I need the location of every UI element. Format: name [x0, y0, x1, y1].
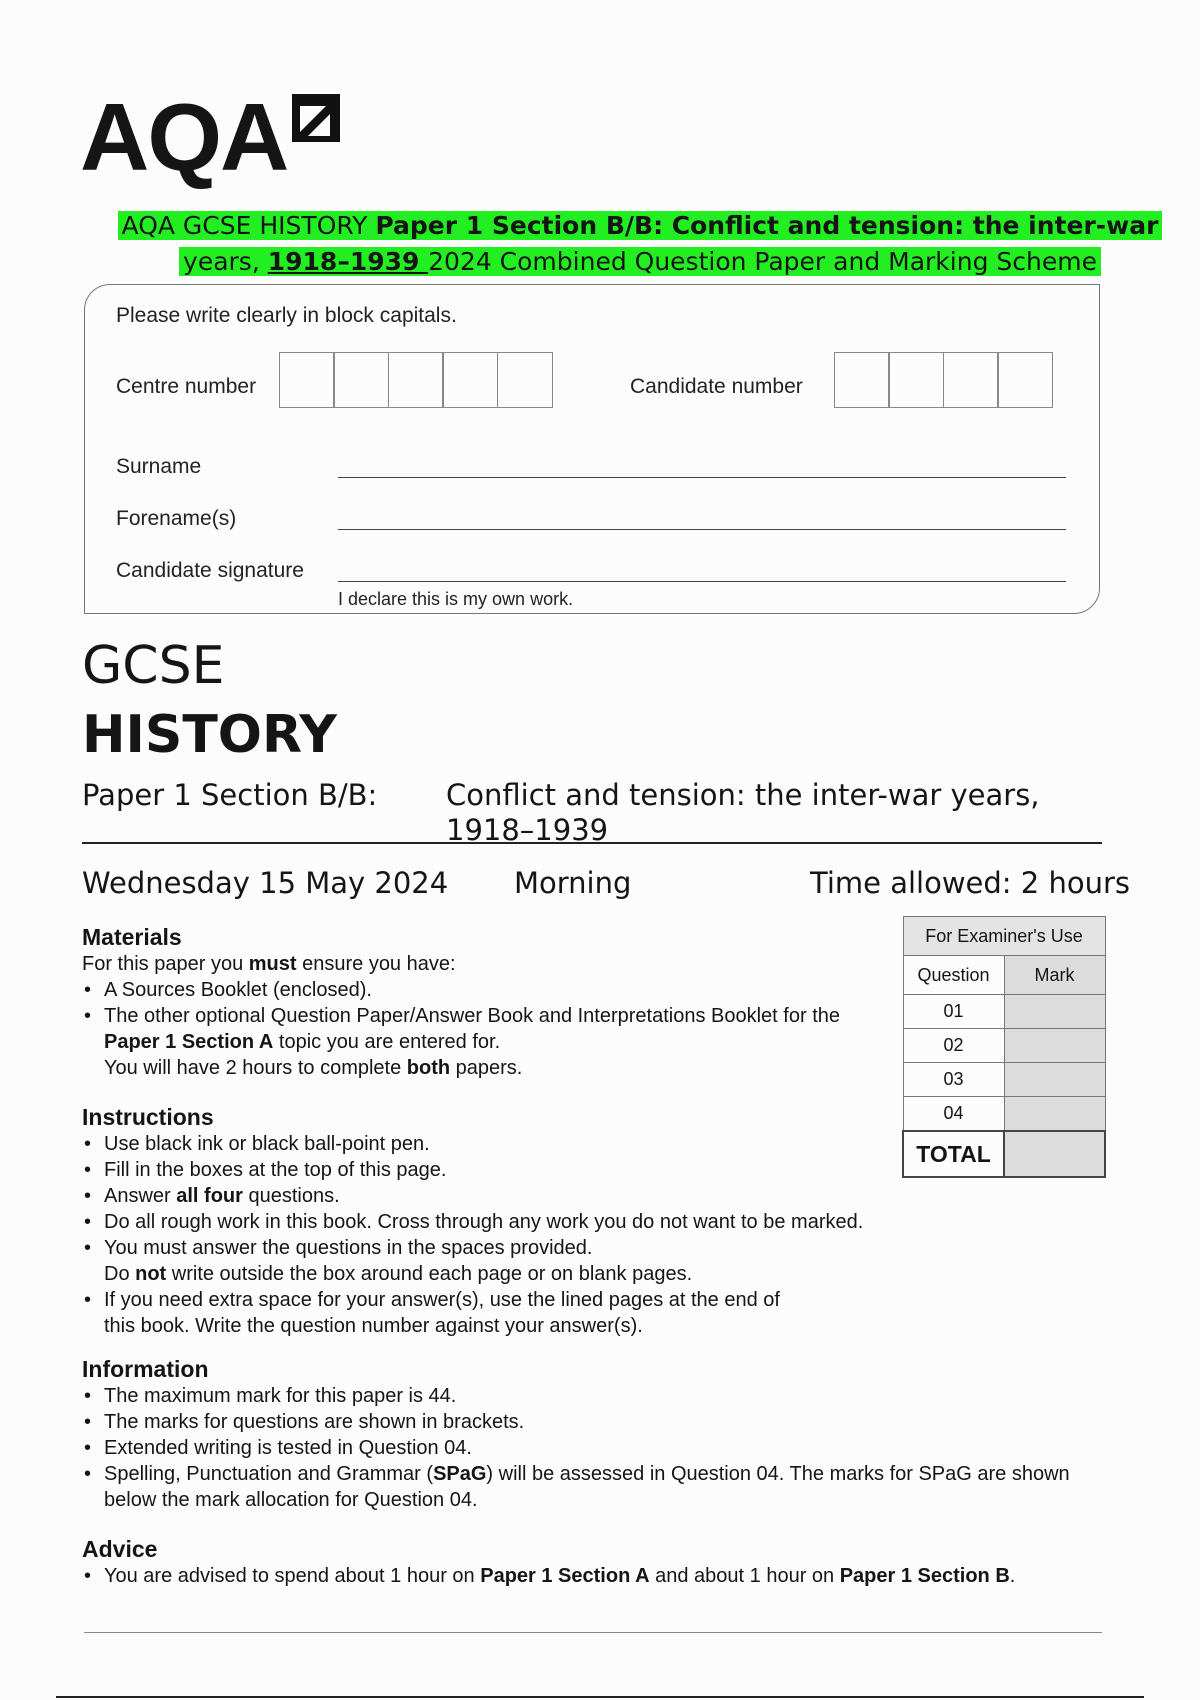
information-section [82, 1383, 1082, 1513]
information-item: • The maximum mark for this paper is 44. [82, 1383, 1082, 1409]
instructions-section [82, 1131, 942, 1339]
surname-field[interactable] [338, 477, 1066, 478]
question-number: 01 [903, 995, 1004, 1029]
instruction-item: • Fill in the boxes at the top of this page. [82, 1157, 942, 1183]
information-heading: Information [82, 1356, 209, 1382]
centre-number-box[interactable] [279, 352, 335, 408]
mark-cell [1004, 1097, 1105, 1132]
mark-column-header: Mark [1004, 956, 1105, 995]
materials-item: • A Sources Booklet (enclosed). [82, 977, 842, 1003]
instruction-item: • Use black ink or black ball-point pen. [82, 1131, 942, 1157]
mark-cell [1004, 1063, 1105, 1097]
candidate-number-box[interactable] [997, 352, 1053, 408]
instructions-heading: Instructions [82, 1104, 214, 1130]
footer-divider [84, 1632, 1102, 1633]
advice-section [82, 1563, 1122, 1589]
candidate-number-box[interactable] [834, 352, 890, 408]
time-allowed: Time allowed: 2 hours [810, 866, 1130, 900]
subject-title: HISTORY [82, 705, 337, 765]
paper-label: Paper 1 Section B/B: [82, 778, 378, 812]
table-row [903, 1063, 1105, 1097]
information-item: • Extended writing is tested in Question 04. [82, 1435, 1082, 1461]
instruction-item: • If you need extra space for your answer(s), use the lined pages at the end of this book. Write the question number against your answer(s). [82, 1287, 804, 1339]
centre-number-box[interactable] [497, 352, 553, 408]
total-mark-cell [1004, 1131, 1105, 1177]
candidate-number-box[interactable] [888, 352, 944, 408]
exam-date: Wednesday 15 May 2024 [82, 866, 449, 900]
aqa-logo-mark-icon [286, 92, 342, 148]
candidate-number-boxes[interactable] [835, 352, 1053, 408]
candidate-number-label: Candidate number [630, 375, 803, 398]
instruction-item: • Answer all four questions. [82, 1183, 942, 1209]
signature-label: Candidate signature [116, 559, 304, 582]
forenames-field[interactable] [338, 529, 1066, 530]
question-number: 02 [903, 1029, 1004, 1063]
candidate-number-box[interactable] [943, 352, 999, 408]
examiner-use-table [902, 916, 1106, 1178]
information-item: • The marks for questions are shown in brackets. [82, 1409, 1082, 1435]
instruction-item: • You must answer the questions in the spaces provided. Do not write outside the box around each page or on blank pages. [82, 1235, 942, 1287]
header-divider [82, 842, 1102, 844]
block-capitals-instruction: Please write clearly in block capitals. [116, 304, 457, 327]
forenames-label: Forename(s) [116, 507, 237, 530]
advice-item: • You are advised to spend about 1 hour on Paper 1 Section A and about 1 hour on Paper 1 Section B. [82, 1563, 1122, 1589]
centre-number-label: Centre number [116, 375, 257, 398]
materials-item: • The other optional Question Paper/Answer Book and Interpretations Booklet for the Paper 1 Section A topic you are entered for. You will have 2 hours to complete both papers. [82, 1003, 842, 1081]
surname-label: Surname [116, 455, 202, 478]
highlighted-document-title: AQA GCSE HISTORY Paper 1 Section B/B: Conflict and tension: the inter-war years, 1918–1939 2024 Combined Question Paper and Marking Scheme [110, 208, 1170, 280]
table-row [903, 1029, 1105, 1063]
total-label: TOTAL [903, 1131, 1004, 1177]
centre-number-boxes[interactable] [280, 352, 553, 408]
instruction-item: • Do all rough work in this book. Cross through any work you do not want to be marked. [82, 1209, 942, 1235]
advice-heading: Advice [82, 1536, 158, 1562]
aqa-logo-text: AQA [80, 84, 288, 191]
information-item: • Spelling, Punctuation and Grammar (SPaG) will be assessed in Question 04. The marks for SPaG are shown below the mark allocation for Question 04. [82, 1461, 1082, 1513]
centre-number-box[interactable] [388, 352, 444, 408]
exam-session: Morning [514, 866, 632, 900]
signature-field[interactable] [338, 581, 1066, 582]
declaration-text: I declare this is my own work. [338, 589, 574, 609]
page-bottom-rule [56, 1696, 1144, 1698]
centre-number-box[interactable] [442, 352, 498, 408]
examiner-table-title: For Examiner's Use [903, 917, 1105, 956]
table-row [903, 1097, 1105, 1132]
materials-heading: Materials [82, 924, 182, 950]
qualification-title: GCSE [82, 636, 225, 696]
question-column-header: Question [903, 956, 1004, 995]
question-number: 04 [903, 1097, 1004, 1132]
centre-number-box[interactable] [333, 352, 389, 408]
question-number: 03 [903, 1063, 1004, 1097]
mark-cell [1004, 995, 1105, 1029]
paper-title: Conflict and tension: the inter-war years, 1918–1939 [446, 778, 1040, 847]
mark-cell [1004, 1029, 1105, 1063]
materials-section: For this paper you must ensure you have: • A Sources Booklet (enclosed). • The other optional Question Paper/Answer Book and Interpretations Booklet for the Paper 1 Section A topic you are entered for. You will have 2 hours to complete both papers. [82, 951, 842, 1081]
table-row [903, 995, 1105, 1029]
